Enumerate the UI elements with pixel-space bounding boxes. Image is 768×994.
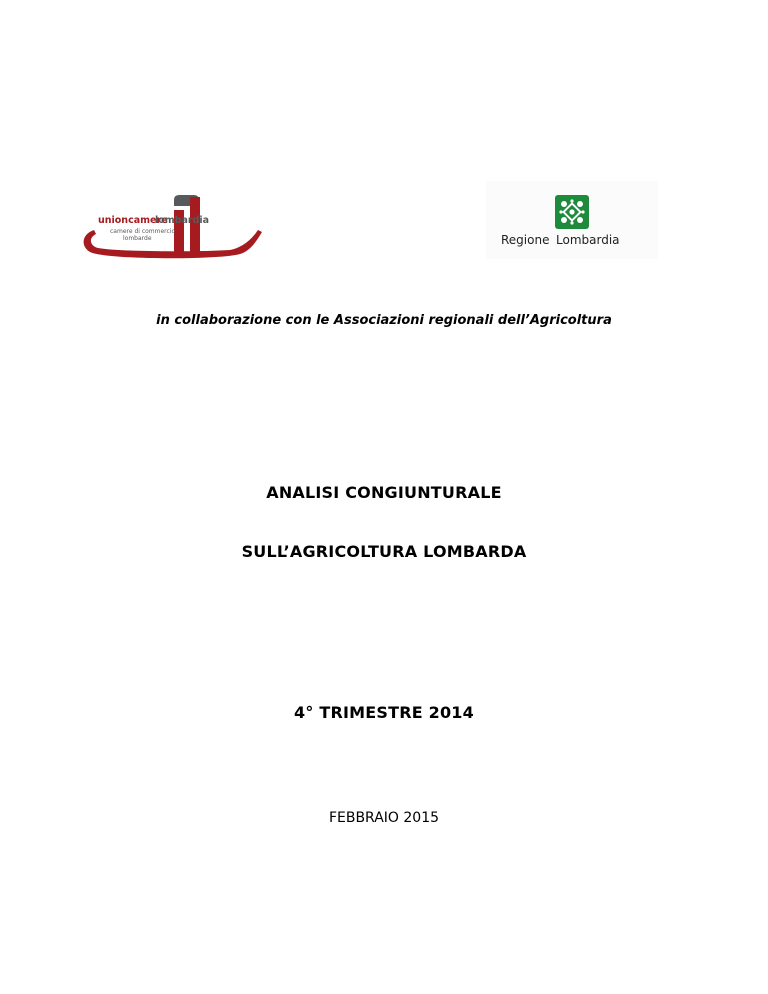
logo-name-part2: lombardia [155, 215, 210, 226]
unioncamere-lombardia-logo [80, 194, 262, 260]
logo-subtitle-line2: lombarde [123, 235, 152, 242]
document-title-line1: ANALISI CONGIUNTURALE [266, 483, 502, 502]
rosa-camuna-petals [559, 199, 584, 224]
logo-subtitle-line1: camere di commercio [110, 228, 176, 235]
report-quarter: 4° TRIMESTRE 2014 [294, 703, 474, 722]
regione-name-part1: Regione [501, 233, 550, 247]
regione-lombardia-logo [486, 181, 658, 259]
regione-logo-mark [486, 181, 658, 259]
regione-name-part2: Lombardia [556, 233, 620, 247]
collaboration-line: in collaborazione con le Associazioni regionali dell’Agricoltura [156, 313, 612, 328]
unioncamere-logo-mark [80, 194, 262, 260]
document-title-line2: SULL’AGRICOLTURA LOMBARDA [241, 542, 527, 561]
logo-name-part1: unioncamere [98, 215, 168, 226]
report-date: FEBBRAIO 2015 [328, 810, 440, 826]
